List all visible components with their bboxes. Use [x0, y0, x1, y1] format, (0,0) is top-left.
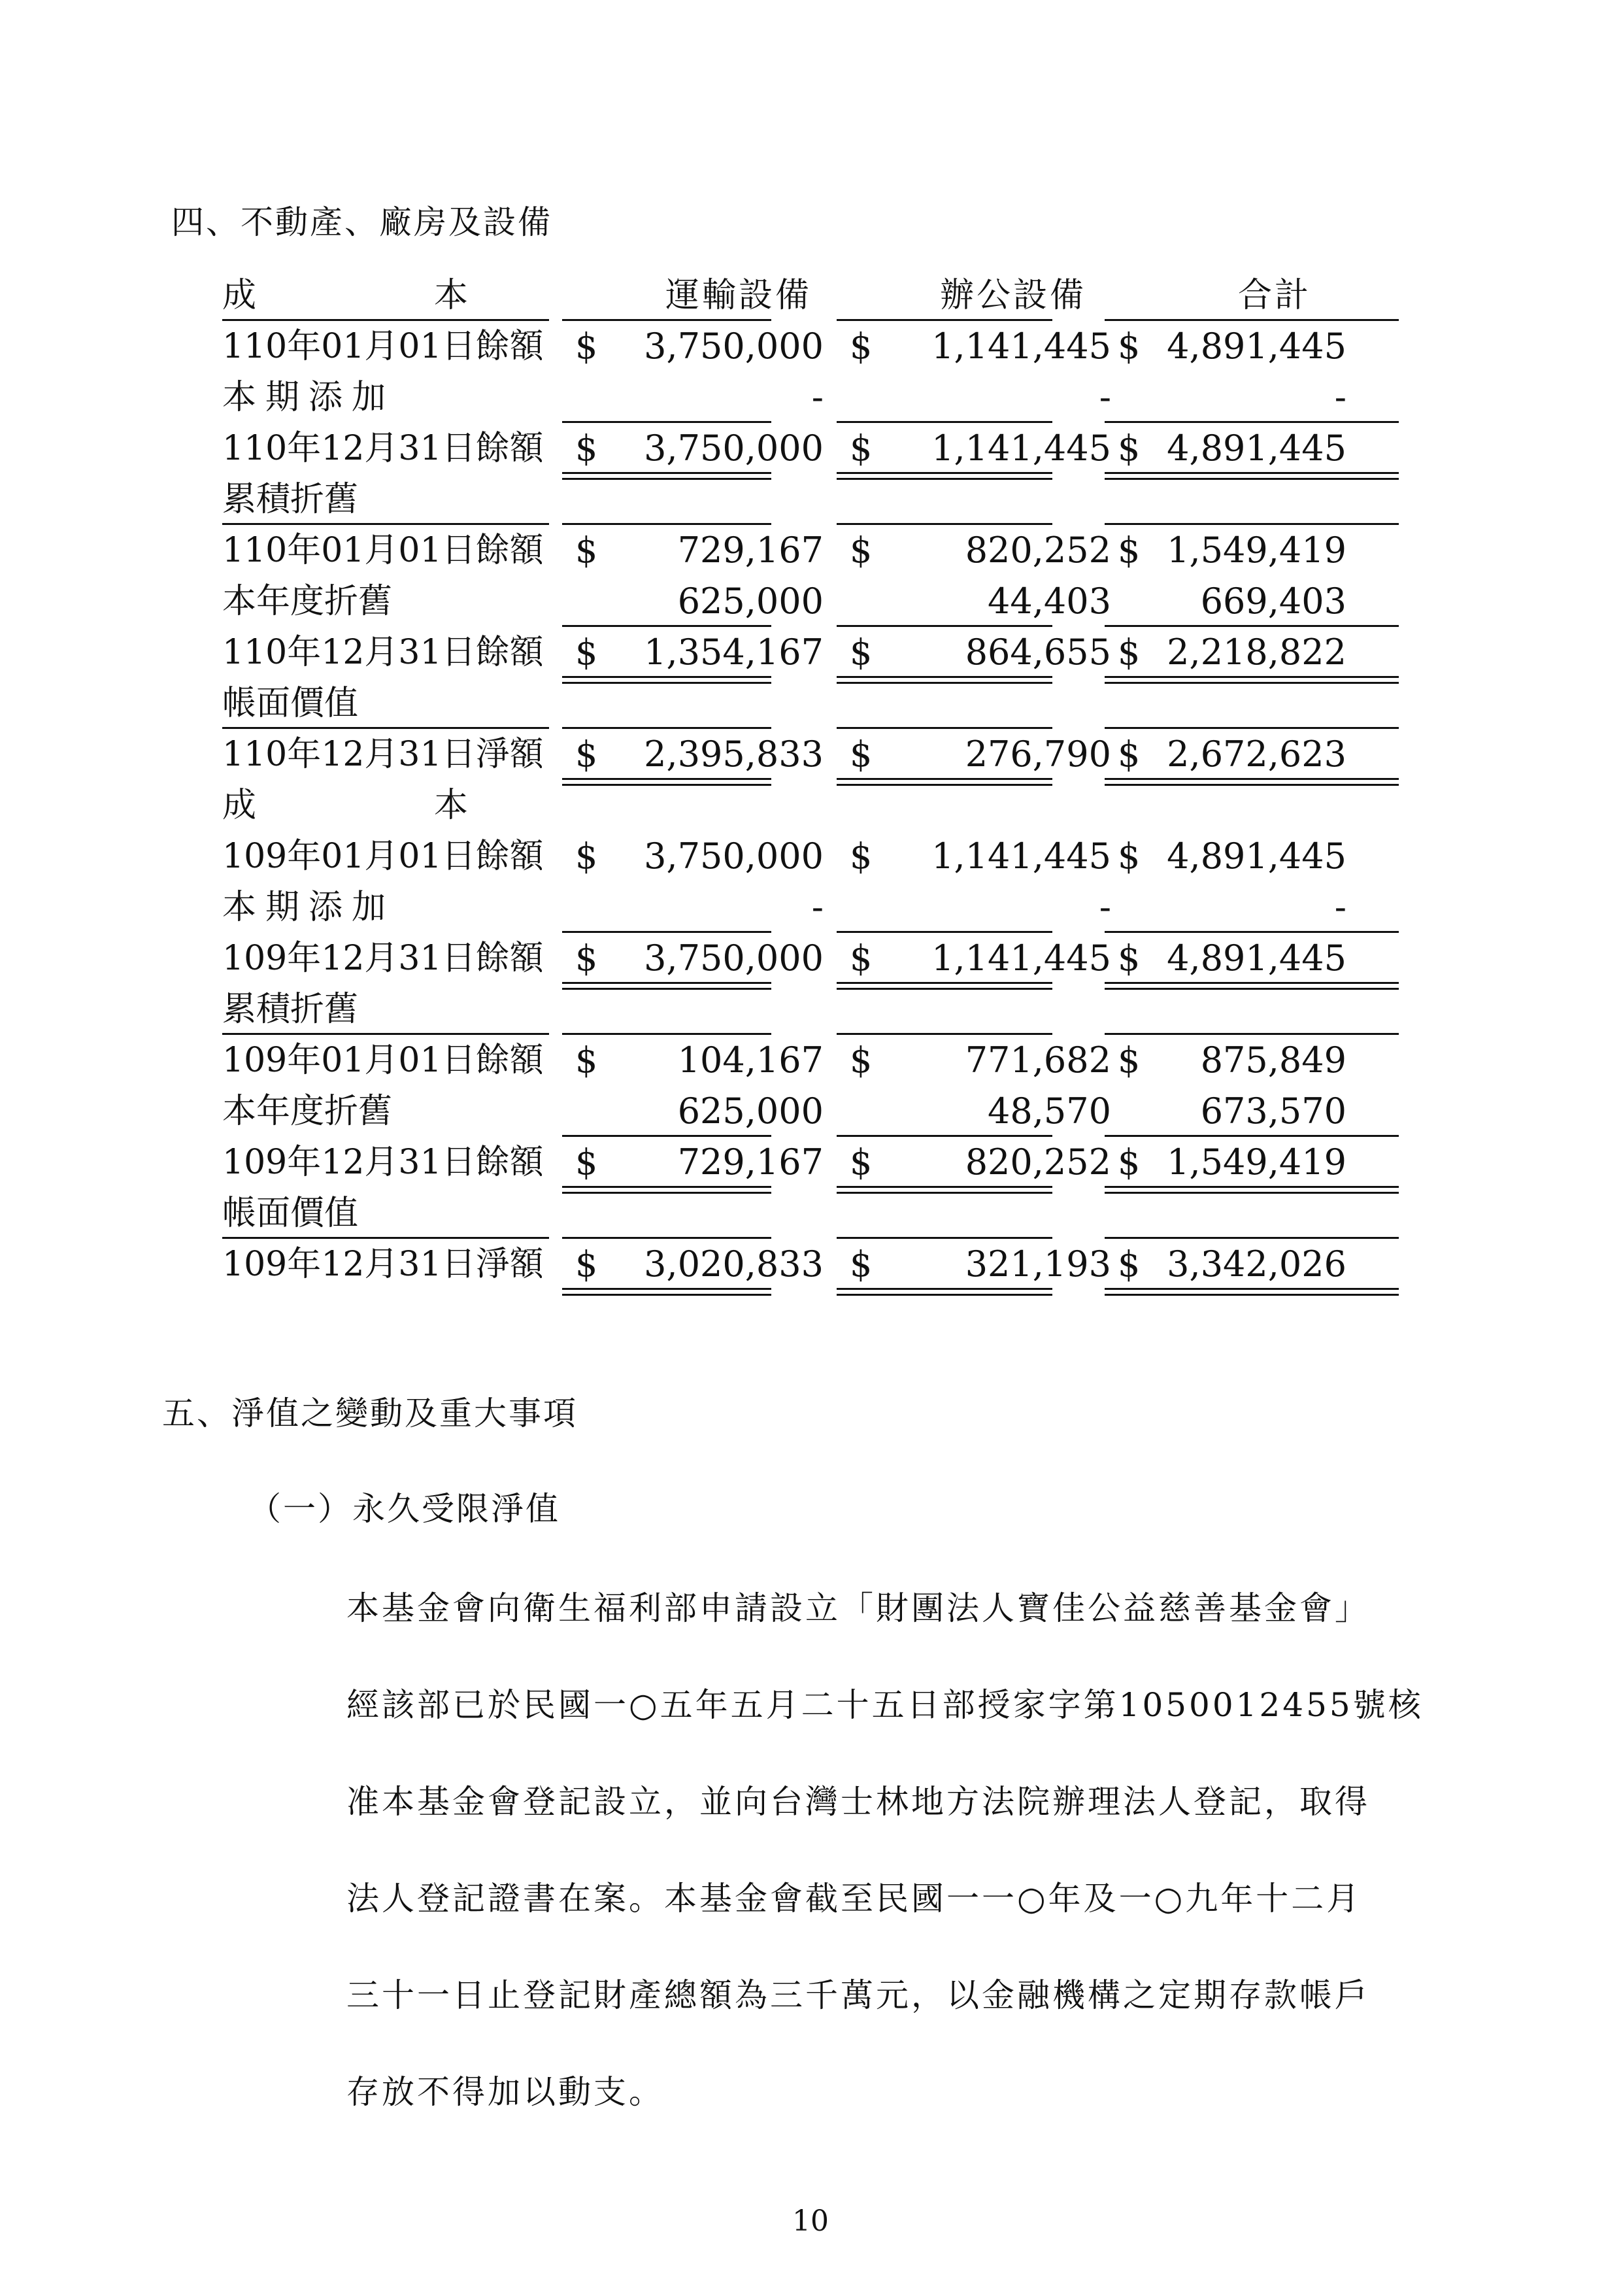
amount-cell: 864,655	[965, 632, 1111, 673]
table-row	[222, 781, 1399, 830]
amount-cell: 669,403	[1200, 581, 1346, 622]
single-rule	[562, 1237, 771, 1239]
amount-cell: -	[1099, 377, 1111, 418]
table-row	[222, 883, 1399, 932]
amount-cell: 2,672,623	[1167, 734, 1346, 775]
row-label: 109年12月31日餘額	[222, 1143, 544, 1182]
amount-cell: 3,020,833	[644, 1243, 824, 1285]
paragraph-line: 法人登記證書在案。本基金會截至民國一一○年及一○九年十二月	[346, 1880, 1362, 1917]
row-label: 本期添加	[222, 378, 395, 417]
amount-cell: 625,000	[677, 1090, 824, 1132]
amount-cell: 3,750,000	[644, 937, 824, 979]
amount-cell	[588, 475, 824, 524]
double-rule	[1105, 1186, 1399, 1194]
single-rule	[837, 625, 1052, 627]
amount-cell: -	[1099, 886, 1111, 928]
table-row	[222, 1138, 1399, 1187]
row-label: 110年01月01日餘額	[222, 531, 544, 570]
single-rule	[562, 727, 771, 729]
paragraph-line: 三十一日止登記財產總額為三千萬元，以金融機構之定期存款帳戶	[346, 1976, 1370, 2014]
amount-cell: 44,403	[988, 581, 1111, 622]
currency-symbol: $	[1118, 734, 1141, 775]
table-row	[222, 424, 1399, 473]
table-row	[222, 373, 1399, 422]
amount-cell	[863, 679, 1111, 728]
table-row	[222, 526, 1399, 575]
single-rule	[562, 421, 771, 423]
table-row	[222, 832, 1399, 881]
single-rule	[1105, 727, 1399, 729]
amount-cell: 1,141,445	[931, 428, 1111, 469]
currency-symbol: $	[850, 1039, 873, 1081]
amount-cell: -	[1334, 886, 1346, 928]
currency-symbol: $	[1118, 1039, 1141, 1081]
single-rule	[837, 1237, 1052, 1239]
currency-symbol: $	[1118, 1141, 1141, 1183]
amount-cell: 1,141,445	[931, 937, 1111, 979]
single-rule	[1105, 1135, 1399, 1137]
double-rule	[837, 778, 1052, 786]
table-row	[222, 1036, 1399, 1085]
paragraph-line: 經該部已於民國一○五年五月二十五日部授家字第1050012455號核	[346, 1686, 1424, 1724]
header-office-equipment: 辦公設備	[939, 276, 1086, 315]
amount-cell: 625,000	[677, 581, 824, 622]
currency-symbol: $	[850, 1243, 873, 1285]
row-label: 本年度折舊	[222, 1092, 393, 1131]
row-label: 帳面價值	[222, 1194, 359, 1233]
currency-symbol: $	[850, 530, 873, 571]
single-rule	[222, 523, 549, 525]
table-row	[222, 985, 1399, 1034]
single-rule	[562, 931, 771, 933]
single-rule	[1105, 421, 1399, 423]
single-rule	[837, 931, 1052, 933]
double-rule	[562, 1186, 771, 1194]
table-row	[222, 934, 1399, 983]
amount-cell	[1131, 475, 1346, 524]
amount-cell: 820,252	[965, 1141, 1111, 1183]
single-rule	[837, 523, 1052, 525]
double-rule	[837, 1288, 1052, 1296]
row-label: 110年12月31日餘額	[222, 633, 544, 672]
amount-cell	[588, 679, 824, 728]
currency-symbol: $	[850, 734, 873, 775]
currency-symbol: $	[850, 1141, 873, 1183]
amount-cell: 820,252	[965, 530, 1111, 571]
amount-cell	[863, 475, 1111, 524]
single-rule	[1105, 625, 1399, 627]
row-label: 成 本	[222, 786, 505, 825]
row-label: 109年01月01日餘額	[222, 837, 544, 876]
row-label: 累積折舊	[222, 990, 359, 1029]
amount-cell	[588, 781, 824, 830]
currency-symbol: $	[575, 326, 598, 367]
amount-cell: 321,193	[965, 1243, 1111, 1285]
row-label: 110年12月31日淨額	[222, 735, 544, 774]
currency-symbol: $	[575, 937, 598, 979]
single-rule	[222, 319, 549, 321]
double-rule	[837, 1186, 1052, 1194]
single-rule	[562, 1135, 771, 1137]
header-total: 合計	[1237, 276, 1311, 315]
subsection-1-title: （一）永久受限淨值	[248, 1490, 560, 1528]
header-cost-label: 成 本	[222, 276, 505, 315]
single-rule	[562, 1033, 771, 1035]
single-rule	[222, 1237, 549, 1239]
single-rule	[1105, 319, 1399, 321]
single-rule	[1105, 523, 1399, 525]
currency-symbol: $	[850, 836, 873, 877]
amount-cell: 2,395,833	[644, 734, 824, 775]
single-rule	[1105, 1237, 1399, 1239]
currency-symbol: $	[1118, 326, 1141, 367]
amount-cell	[863, 781, 1111, 830]
double-rule	[837, 982, 1052, 990]
row-label: 109年01月01日餘額	[222, 1041, 544, 1080]
single-rule	[837, 319, 1052, 321]
amount-cell: 729,167	[677, 1141, 824, 1183]
page-number: 10	[792, 2204, 829, 2238]
amount-cell	[588, 1189, 824, 1238]
amount-cell: 673,570	[1200, 1090, 1346, 1132]
row-label: 110年01月01日餘額	[222, 327, 544, 366]
table-header-row	[222, 271, 1399, 320]
row-label: 109年12月31日餘額	[222, 939, 544, 978]
currency-symbol: $	[850, 937, 873, 979]
currency-symbol: $	[1118, 530, 1141, 571]
row-label: 本年度折舊	[222, 582, 393, 621]
double-rule	[837, 676, 1052, 684]
single-rule	[222, 1033, 549, 1035]
double-rule	[1105, 1288, 1399, 1296]
double-rule	[562, 1288, 771, 1296]
currency-symbol: $	[850, 326, 873, 367]
amount-cell: 3,750,000	[644, 326, 824, 367]
double-rule	[1105, 982, 1399, 990]
amount-cell: 3,750,000	[644, 428, 824, 469]
amount-cell: 1,141,445	[931, 836, 1111, 877]
row-label: 110年12月31日餘額	[222, 429, 544, 468]
row-label: 帳面價值	[222, 684, 359, 723]
section-4-title: 四、不動產、廠房及設備	[171, 203, 552, 241]
single-rule	[562, 319, 771, 321]
amount-cell: 276,790	[965, 734, 1111, 775]
currency-symbol: $	[850, 428, 873, 469]
currency-symbol: $	[1118, 1243, 1141, 1285]
amount-cell: 48,570	[988, 1090, 1111, 1132]
single-rule	[837, 727, 1052, 729]
amount-cell: 4,891,445	[1167, 428, 1346, 469]
paragraph-line: 准本基金會登記設立，並向台灣士林地方法院辦理法人登記，取得	[346, 1783, 1370, 1821]
table-row	[222, 322, 1399, 371]
currency-symbol: $	[575, 1243, 598, 1285]
table-row	[222, 577, 1399, 626]
amount-cell: 3,750,000	[644, 836, 824, 877]
double-rule	[1105, 778, 1399, 786]
amount-cell: 1,354,167	[644, 632, 824, 673]
paragraph-line: 存放不得加以動支。	[346, 2073, 664, 2111]
single-rule	[562, 523, 771, 525]
double-rule	[562, 778, 771, 786]
table-row	[222, 1189, 1399, 1238]
amount-cell: -	[811, 377, 824, 418]
currency-symbol: $	[1118, 428, 1141, 469]
amount-cell: 4,891,445	[1167, 326, 1346, 367]
amount-cell	[863, 985, 1111, 1034]
section-5-title: 五、淨值之變動及重大事項	[162, 1394, 578, 1432]
amount-cell: 2,218,822	[1167, 632, 1346, 673]
amount-cell: -	[811, 886, 824, 928]
table-row	[222, 1240, 1399, 1289]
table-row	[222, 1087, 1399, 1136]
amount-cell	[588, 985, 824, 1034]
double-rule	[1105, 676, 1399, 684]
single-rule	[222, 727, 549, 729]
row-label: 109年12月31日淨額	[222, 1245, 544, 1284]
amount-cell	[1131, 781, 1346, 830]
amount-cell: 4,891,445	[1167, 836, 1346, 877]
single-rule	[837, 1135, 1052, 1137]
currency-symbol: $	[575, 530, 598, 571]
currency-symbol: $	[575, 836, 598, 877]
currency-symbol: $	[575, 1039, 598, 1081]
amount-cell: -	[1334, 377, 1346, 418]
currency-symbol: $	[575, 428, 598, 469]
row-label: 累積折舊	[222, 480, 359, 519]
header-transport-equipment: 運輸設備	[665, 276, 812, 315]
single-rule	[562, 625, 771, 627]
double-rule	[562, 982, 771, 990]
single-rule	[1105, 1033, 1399, 1035]
amount-cell: 729,167	[677, 530, 824, 571]
table-row	[222, 475, 1399, 524]
currency-symbol: $	[575, 734, 598, 775]
amount-cell	[1131, 1189, 1346, 1238]
currency-symbol: $	[1118, 836, 1141, 877]
table-row	[222, 730, 1399, 779]
row-label: 本期添加	[222, 888, 395, 927]
paragraph-line: 本基金會向衛生福利部申請設立「財團法人寶佳公益慈善基金會」	[346, 1589, 1370, 1627]
single-rule	[837, 1033, 1052, 1035]
table-row	[222, 628, 1399, 677]
double-rule	[562, 676, 771, 684]
table-row	[222, 679, 1399, 728]
double-rule	[837, 472, 1052, 480]
amount-cell: 104,167	[677, 1039, 824, 1081]
amount-cell: 3,342,026	[1167, 1243, 1346, 1285]
double-rule	[1105, 472, 1399, 480]
amount-cell: 771,682	[965, 1039, 1111, 1081]
double-rule	[562, 472, 771, 480]
amount-cell: 1,549,419	[1167, 1141, 1346, 1183]
currency-symbol: $	[575, 1141, 598, 1183]
currency-symbol: $	[575, 632, 598, 673]
currency-symbol: $	[850, 632, 873, 673]
amount-cell: 875,849	[1200, 1039, 1346, 1081]
amount-cell: 4,891,445	[1167, 937, 1346, 979]
currency-symbol: $	[1118, 937, 1141, 979]
amount-cell	[863, 1189, 1111, 1238]
amount-cell	[1131, 679, 1346, 728]
amount-cell: 1,141,445	[931, 326, 1111, 367]
amount-cell: 1,549,419	[1167, 530, 1346, 571]
single-rule	[1105, 931, 1399, 933]
amount-cell	[1131, 985, 1346, 1034]
single-rule	[837, 421, 1052, 423]
currency-symbol: $	[1118, 632, 1141, 673]
